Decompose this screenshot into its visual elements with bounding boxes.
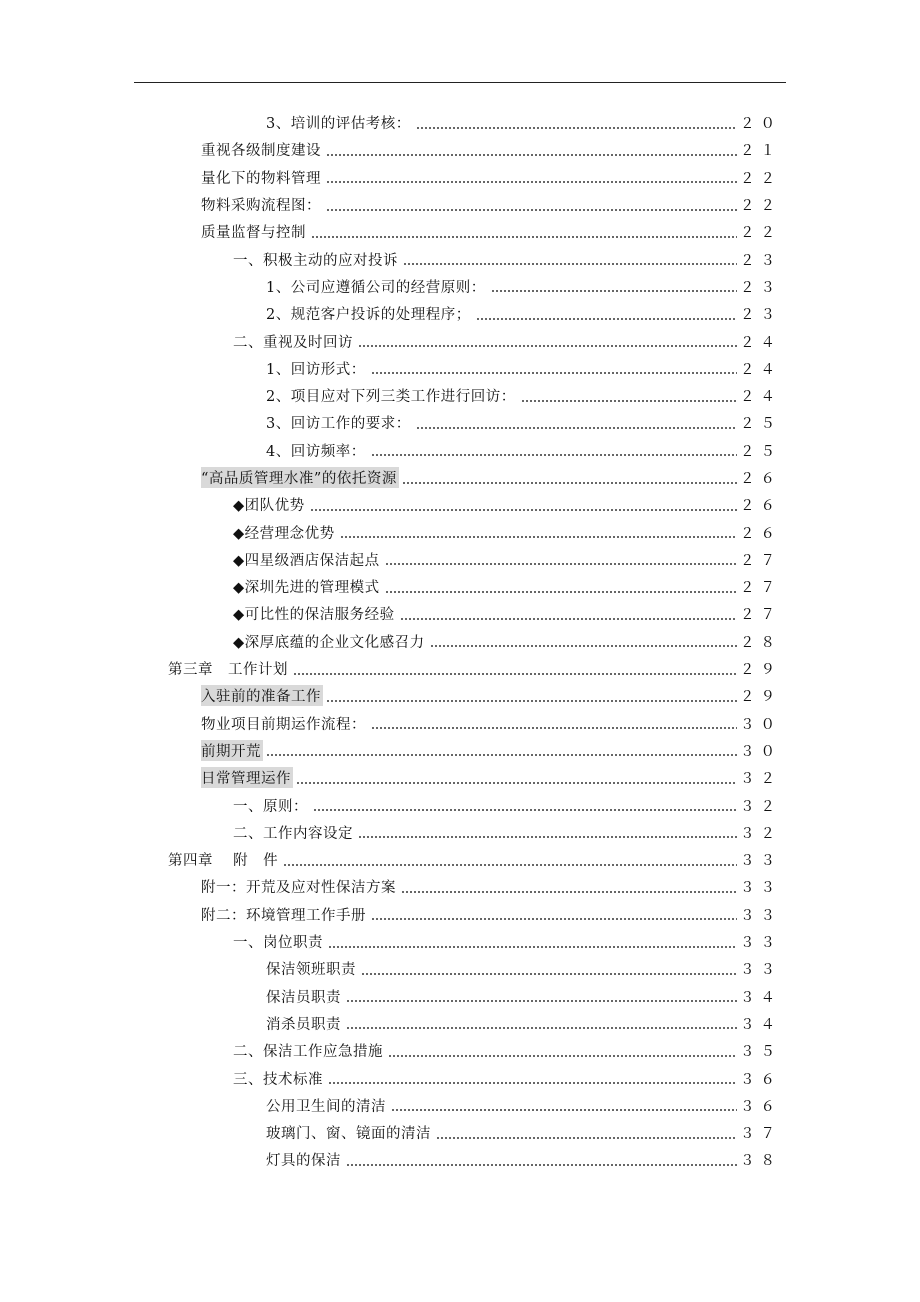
toc-entry[interactable]	[0, 573, 920, 600]
toc-entry[interactable]	[0, 682, 920, 709]
toc-entry-title: 1、回访形式：	[266, 361, 366, 378]
toc-dot-leader	[400, 618, 737, 620]
toc-entry-title: “高品质管理水准”的依托资源	[201, 467, 399, 488]
toc-entry[interactable]	[0, 628, 920, 655]
toc-entry[interactable]	[0, 382, 920, 409]
toc-dot-leader	[346, 1164, 737, 1166]
toc-page-number: ３４	[740, 1016, 781, 1033]
toc-page-number: ２４	[740, 389, 781, 406]
toc-page-number: ２８	[740, 634, 781, 651]
toc-dot-leader	[371, 372, 737, 374]
toc-page-number: ２７	[740, 552, 781, 569]
toc-dot-leader	[491, 290, 737, 292]
toc-page-number: ３６	[740, 1098, 781, 1115]
toc-page-number: ２３	[740, 307, 781, 324]
toc-entry[interactable]	[0, 600, 920, 627]
toc-page-number: ２３	[740, 279, 781, 296]
toc-entry-title: 第三章 工作计划	[168, 662, 288, 679]
toc-page-number: ２２	[740, 225, 781, 242]
toc-dot-leader	[266, 754, 737, 756]
toc-page-number: ２７	[740, 580, 781, 597]
toc-page-number: ３２	[740, 825, 781, 842]
toc-page-number: ３８	[740, 1153, 781, 1170]
toc-entry[interactable]	[0, 983, 920, 1010]
toc-entry[interactable]	[0, 245, 920, 272]
toc-dot-leader	[476, 318, 737, 320]
toc-page-number: ２１	[740, 143, 781, 160]
toc-entry-title: 二、重视及时回访	[233, 334, 353, 351]
toc-dot-leader	[326, 154, 737, 156]
toc-page-number: ２５	[740, 443, 781, 460]
toc-page-number: ２２	[740, 170, 781, 187]
toc-page-number: ３３	[740, 935, 781, 952]
toc-entry-title: 4、回访频率：	[266, 443, 366, 460]
toc-dot-leader	[328, 1082, 737, 1084]
toc-dot-leader	[416, 427, 737, 429]
toc-page-number: ３３	[740, 907, 781, 924]
toc-entry-title: ◆深圳先进的管理模式	[233, 580, 380, 597]
toc-page-number: ２２	[740, 198, 781, 215]
toc-dot-leader	[430, 645, 737, 647]
toc-entry[interactable]	[0, 955, 920, 982]
toc-dot-leader	[311, 236, 737, 238]
toc-dot-leader	[283, 864, 737, 866]
toc-entry[interactable]	[0, 928, 920, 955]
toc-entry-title: 一、积极主动的应对投诉	[233, 252, 398, 269]
toc-entry-title: 1、公司应遵循公司的经营原则：	[266, 279, 486, 296]
toc-entry[interactable]	[0, 464, 920, 491]
toc-dot-leader	[385, 591, 737, 593]
toc-entry[interactable]	[0, 437, 920, 464]
toc-dot-leader	[371, 454, 737, 456]
toc-entry-title: 一、岗位职责	[233, 935, 323, 952]
toc-dot-leader	[340, 536, 737, 538]
toc-entry-title: 二、工作内容设定	[233, 825, 353, 842]
toc-entry-title: 附二：环境管理工作手册	[201, 907, 366, 924]
toc-dot-leader	[346, 1000, 737, 1002]
toc-entry-title: 重视各级制度建设	[201, 143, 321, 160]
toc-dot-leader	[371, 727, 737, 729]
toc-entry[interactable]	[0, 109, 920, 136]
toc-entry-title: 附一：开荒及应对性保洁方案	[201, 880, 396, 897]
toc-page-number: ３３	[740, 880, 781, 897]
toc-page-number: ３６	[740, 1071, 781, 1088]
toc-entry[interactable]	[0, 1146, 920, 1173]
toc-entry-title: 3、培训的评估考核：	[266, 116, 411, 133]
toc-entry[interactable]	[0, 136, 920, 163]
toc-page-number: ２６	[740, 498, 781, 515]
toc-entry-title: 三、技术标准	[233, 1071, 323, 1088]
toc-entry[interactable]	[0, 1064, 920, 1091]
toc-entry-title: ◆团队优势	[233, 498, 305, 515]
toc-dot-leader	[402, 482, 737, 484]
toc-page-number: ３０	[740, 743, 781, 760]
toc-page-number: ３０	[740, 716, 781, 733]
toc-entry[interactable]	[0, 901, 920, 928]
toc-entry[interactable]	[0, 873, 920, 900]
toc-entry-title: 质量监督与控制	[201, 225, 306, 242]
toc-dot-leader	[403, 263, 737, 265]
toc-page-number: ２３	[740, 252, 781, 269]
toc-page-number: ３３	[740, 962, 781, 979]
toc-entry-title: ◆四星级酒店保洁起点	[233, 552, 380, 569]
toc-page-number: ２４	[740, 334, 781, 351]
toc-dot-leader	[388, 1055, 737, 1057]
toc-page-number: ３５	[740, 1044, 781, 1061]
toc-entry[interactable]	[0, 355, 920, 382]
toc-page-number: ２６	[740, 471, 781, 487]
toc-entry-title: ◆深厚底蕴的企业文化感召力	[233, 634, 425, 651]
toc-dot-leader	[310, 509, 737, 511]
toc-page-number: ２７	[740, 607, 781, 624]
toc-entry-title: 3、回访工作的要求：	[266, 416, 411, 433]
toc-dot-leader	[326, 181, 737, 183]
toc-entry-title: 保洁领班职责	[266, 962, 356, 979]
toc-entry[interactable]	[0, 164, 920, 191]
toc-dot-leader	[358, 345, 737, 347]
toc-page-number: ２９	[740, 662, 781, 679]
toc-entry-title: 日常管理运作	[201, 767, 293, 788]
toc-dot-leader	[326, 209, 737, 211]
toc-entry[interactable]	[0, 1119, 920, 1146]
toc-entry-title: 2、项目应对下列三类工作进行回访：	[266, 389, 516, 406]
toc-entry[interactable]	[0, 819, 920, 846]
toc-entry-title: 公用卫生间的清洁	[266, 1098, 386, 1115]
toc-dot-leader	[371, 918, 737, 920]
table-of-contents	[0, 109, 920, 1174]
toc-entry-title: 入驻前的准备工作	[201, 685, 323, 706]
toc-entry[interactable]	[0, 655, 920, 682]
toc-entry-title: 前期开荒	[201, 740, 263, 761]
toc-dot-leader	[313, 809, 737, 811]
toc-entry-title: 保洁员职责	[266, 989, 341, 1006]
toc-dot-leader	[361, 973, 737, 975]
toc-page-number: ３２	[740, 771, 781, 788]
toc-entry[interactable]	[0, 764, 920, 791]
toc-entry-title: ◆可比性的保洁服务经验	[233, 607, 395, 624]
toc-page-number: ３７	[740, 1126, 781, 1143]
toc-entry-title: ◆经营理念优势	[233, 525, 335, 542]
toc-page-number: ３２	[740, 798, 781, 815]
toc-entry[interactable]	[0, 1037, 920, 1064]
toc-entry-title: 第四章 附 件	[168, 853, 279, 870]
toc-dot-leader	[385, 563, 737, 565]
toc-dot-leader	[521, 400, 737, 402]
toc-entry[interactable]	[0, 1092, 920, 1119]
toc-entry-title: 物料采购流程图：	[201, 198, 321, 215]
header-rule	[134, 82, 786, 83]
toc-entry[interactable]	[0, 546, 920, 573]
toc-entry[interactable]	[0, 1010, 920, 1037]
toc-entry[interactable]	[0, 791, 920, 818]
toc-dot-leader	[416, 127, 737, 129]
toc-entry[interactable]	[0, 846, 920, 873]
toc-entry-title: 一、原则：	[233, 798, 308, 815]
toc-dot-leader	[326, 700, 737, 702]
toc-page-number: ２６	[740, 525, 781, 542]
toc-dot-leader	[401, 891, 737, 893]
toc-entry[interactable]	[0, 300, 920, 327]
toc-entry-title: 量化下的物料管理	[201, 170, 321, 187]
toc-entry[interactable]	[0, 327, 920, 354]
toc-page-number: ３４	[740, 989, 781, 1006]
toc-entry-title: 消杀员职责	[266, 1016, 341, 1033]
toc-page-number: ２９	[740, 689, 781, 706]
toc-entry-title: 物业项目前期运作流程：	[201, 716, 366, 733]
toc-page-number: ３３	[740, 853, 781, 870]
toc-dot-leader	[296, 782, 737, 784]
toc-entry[interactable]	[0, 710, 920, 737]
toc-dot-leader	[436, 1137, 737, 1139]
toc-page-number: ２５	[740, 416, 781, 433]
toc-dot-leader	[346, 1027, 737, 1029]
toc-entry-title: 玻璃门、窗、镜面的清洁	[266, 1126, 431, 1143]
toc-page-number: ２４	[740, 361, 781, 378]
toc-page-number: ２０	[740, 116, 781, 133]
toc-dot-leader	[293, 673, 737, 675]
toc-entry[interactable]	[0, 737, 920, 764]
toc-entry[interactable]	[0, 218, 920, 245]
toc-dot-leader	[391, 1109, 737, 1111]
toc-entry[interactable]	[0, 191, 920, 218]
toc-entry-title: 2、规范客户投诉的处理程序；	[266, 307, 471, 324]
toc-entry-title: 二、保洁工作应急措施	[233, 1044, 383, 1061]
toc-entry[interactable]	[0, 273, 920, 300]
toc-entry-title: 灯具的保洁	[266, 1153, 341, 1170]
toc-dot-leader	[328, 946, 737, 948]
toc-entry[interactable]	[0, 409, 920, 436]
toc-entry[interactable]	[0, 518, 920, 545]
toc-entry[interactable]	[0, 491, 920, 518]
toc-dot-leader	[358, 836, 737, 838]
